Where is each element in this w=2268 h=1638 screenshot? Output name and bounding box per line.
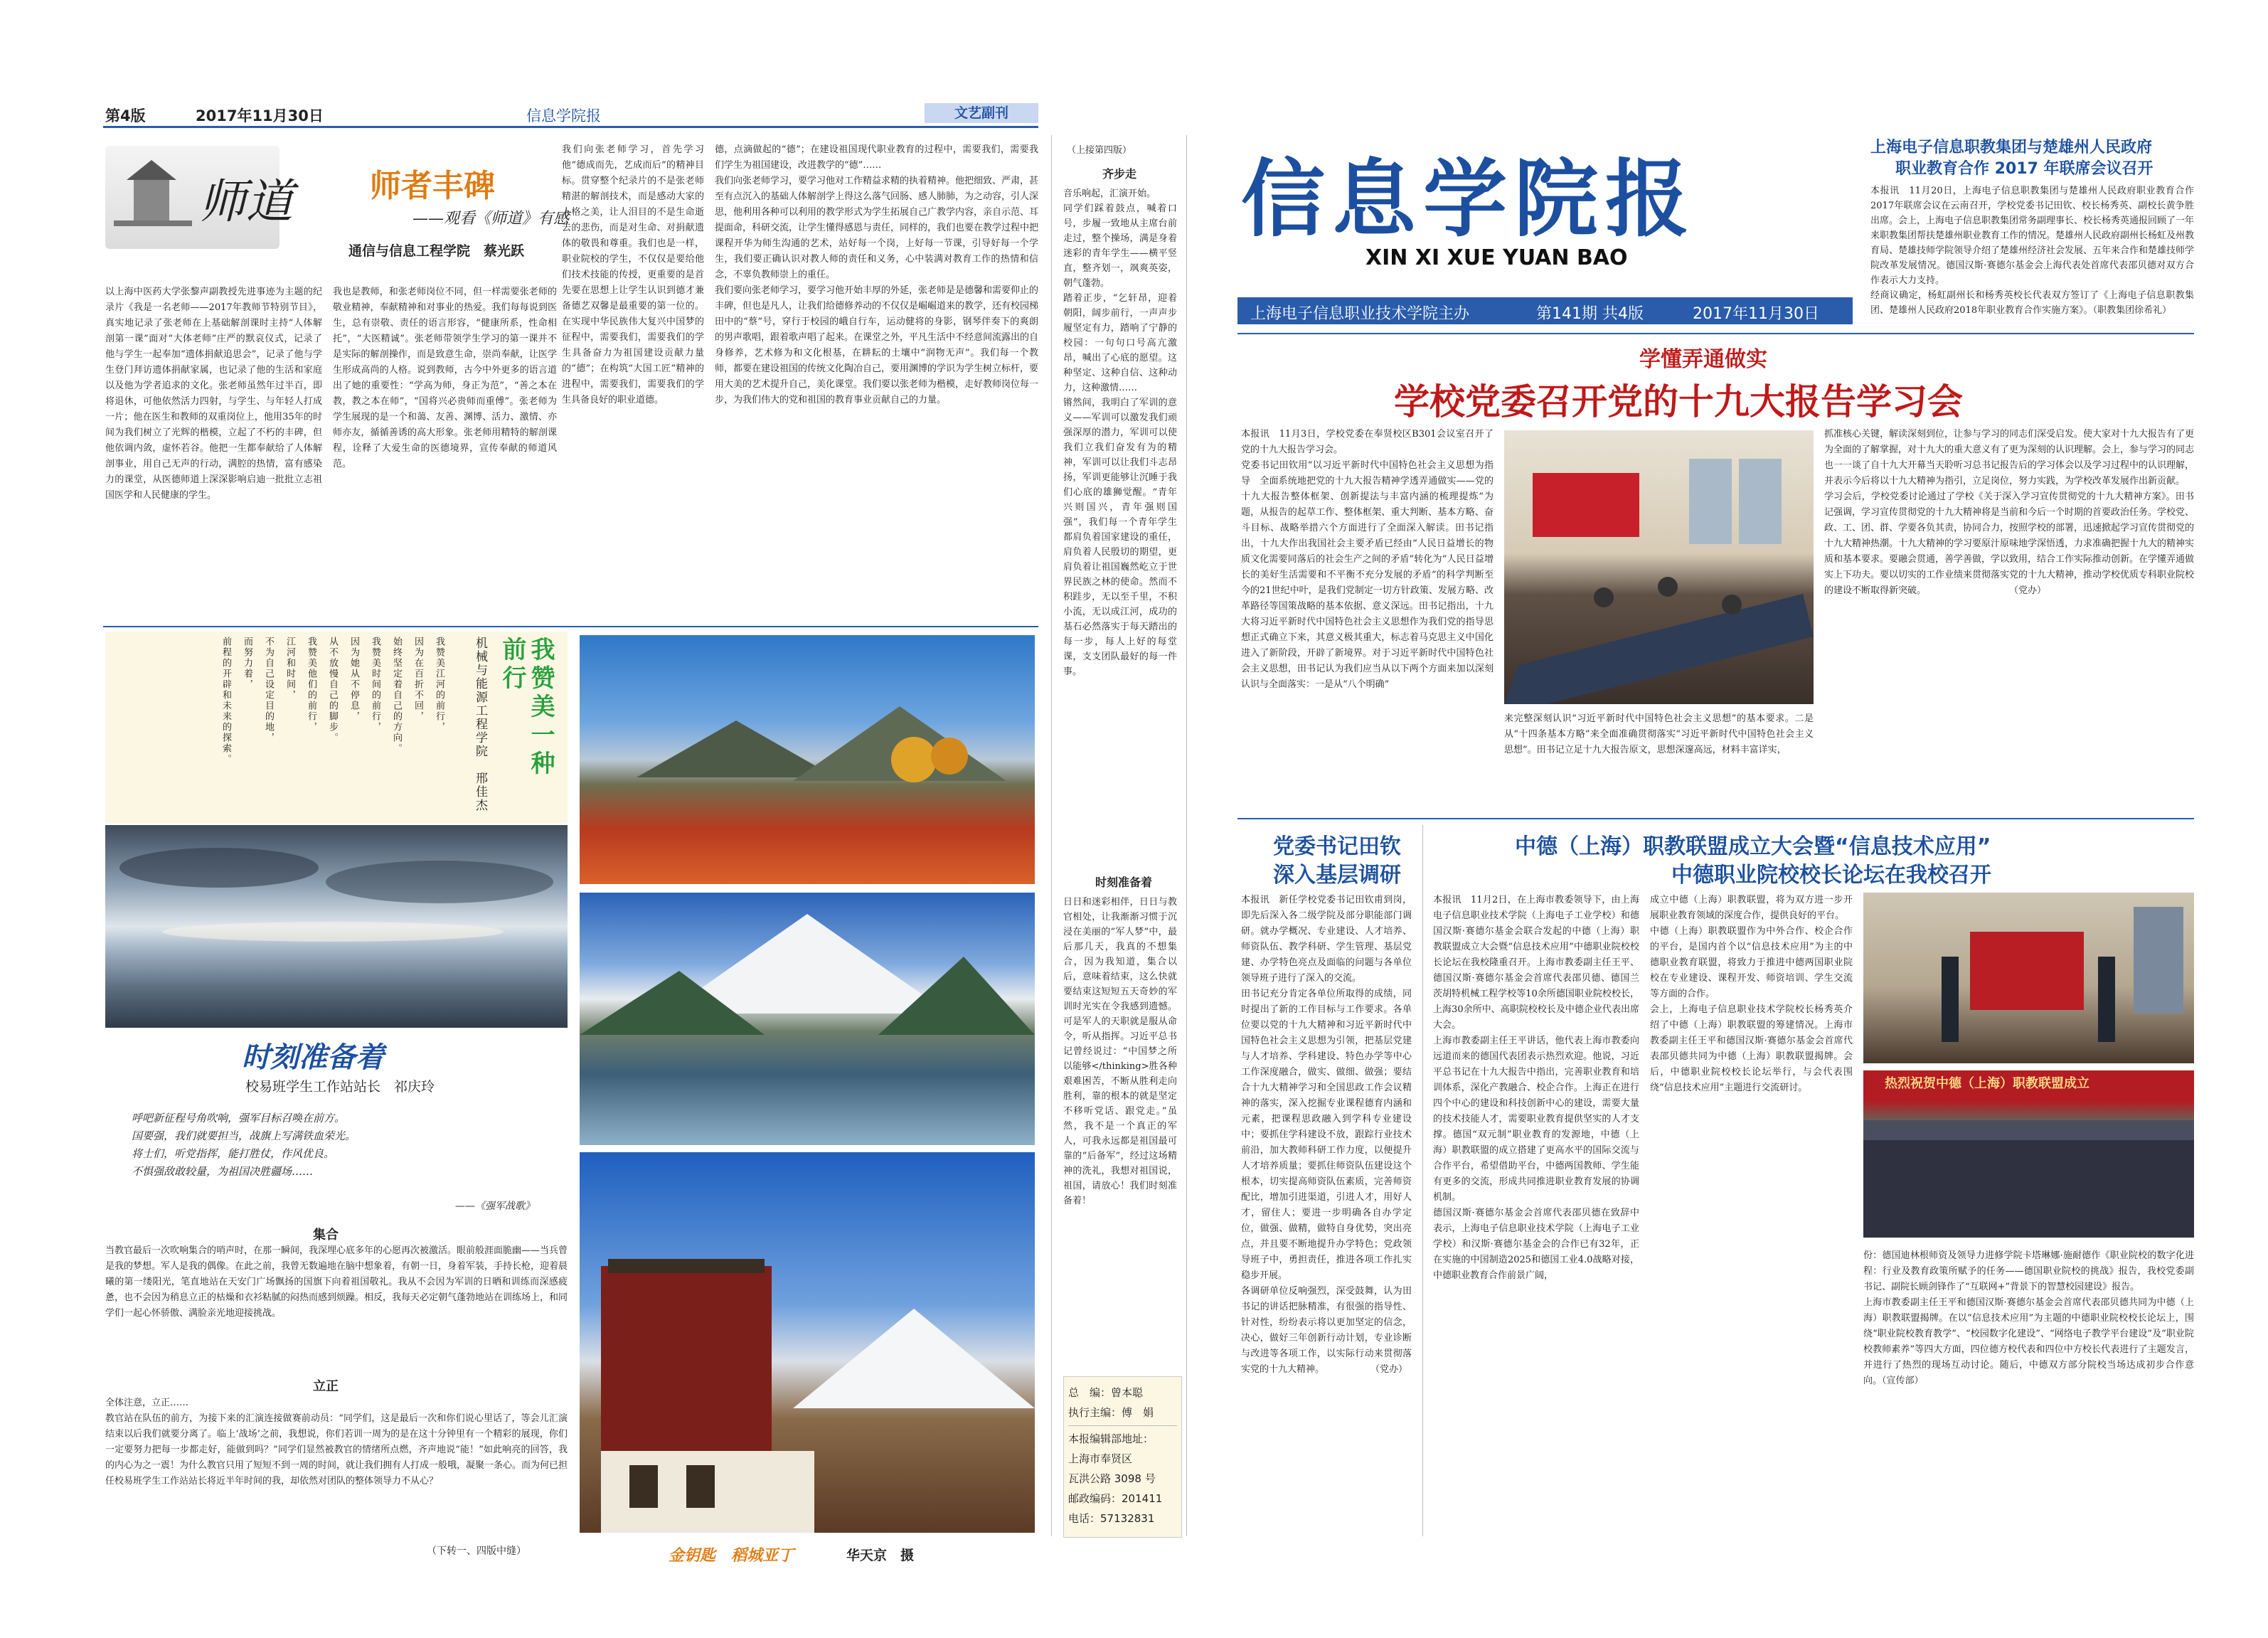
poem-line: 而努力着， (242, 637, 252, 690)
poem-line: 我赞美时间的前行， (370, 637, 380, 733)
continued-note: （下转一、四版中缝） (427, 1546, 526, 1557)
poem-line: 我赞美江河的前行， (434, 637, 444, 733)
tianqin-title2: 深入基层调研 (1273, 863, 1401, 888)
article1-col3: 我们向张老师学习，首先学习他“德成而先，艺成而后”的精神目标。贯穿整个纪录片的不是张老师精湛的解剖技术，而是感动大家的人格之美，让人泪目的不是生命逝去的悲伤，而是对生命、对捐献遗体的敬畏和尊重。我们也是一样，职业院校的学生，不仅仅是要给他们技术技能的传授，更重要的是首先要在思想上让学生认识到德才兼备德艺双馨是最重要的第一位的。在实现中华民族伟大复兴中国梦的征程中，需要我们，需要我们的学生具备奋力为祖国建设贡献力量的“德”；在构筑“大国工匠”精神的进程中，需要我们，需要我们的学生具备良好的职业道德。 (562, 144, 704, 405)
photo-caption-title: 金钥匙 稻城亚丁 (669, 1547, 794, 1565)
landscape-photo-1 (580, 635, 1035, 884)
poem-title: 我赞美一种前行 (498, 637, 555, 779)
masthead-banner (1237, 297, 1853, 324)
sino-title2: 中德职业院校校长论坛在我校召开 (1671, 863, 1991, 888)
article2-byline: 校易班学生工作站站长 祁庆玲 (245, 1079, 435, 1095)
column-divider (1051, 135, 1052, 1536)
article2-para1: 当教官最后一次吹响集合的哨声时，在那一瞬间，我深埋心底多年的心愿再次被激活。眼前般涯面脆幽——当兵曾是我的梦想。军人是我的偶像。在此之前，我曾无数遍地在脑中想象着，有朝一日，身着军装，手持长枪，迎着晨曦的第一缕阳光，笔直地站在天安门广场飘扬的国旗下向着祖国敬礼。我从不会因为军训的日晒和训练而深感疲惫，也不会因为稍息立正的枯燥和衣衫粘腻的闷热而感到烦躁。相反，我每天必定朝气蓬勃地站在训练场上，和同学们一起心怀骄傲、满脸亲光地迎接挑战。 (105, 1245, 568, 1319)
editor-label: 总 编： (1068, 1386, 1112, 1399)
poem-lines (142, 637, 448, 818)
sino-body-col1: 本报讯 11月2日，在上海市教委领导下，由上海电子信息职业技术学院（上海电子工业学校）和德国汉斯·赛德尔基金会联合发起的中德（上海）职教联盟成立大会暨“信息技术应用”中德职业院校校长论坛在我校隆重召开。上海市教委副主任王平、德国汉斯·赛德尔基金会首席代表邵贝德、德国兰茨胡特机械工程学校等10余所德国职业院校校长，上海30余所中、高职院校校长及中德企业代表出席大会。 上海市教委副主任王平讲话，他代表上海市教委向远道而来的德国代表团表示热烈欢迎。他说，习近平总书记在十九大报告中指出，完善职业教育和培训体系，深化产教融合、校企合作。上海正在进行四个中心的建设和科技创新中心的建设，需要大量的技术技能人才，需要职业教育提供坚实的人才支撑。德国“双元制”职业教育的发源地，中德（上海）职教联盟的成立搭建了更高水平的国际交流与合作平台，希望借助平台，中德两国教师、学生能有更多的交流，形成共同推进职业教育发展的协调机制。 德国汉斯·赛德尔基金会首席代表邵贝德在致辞中表示，上海电子信息职业技术学院（上海电子工业学校）和汉斯·赛德尔基金会的合作已有32年，正在实施的中国制造2025和德国工业4.0战略对接，中德职业教育合作前景广阔， (1433, 895, 1639, 1281)
group-photo (1863, 1070, 2194, 1238)
issue-date: 2017年11月30日 (196, 107, 324, 124)
page-number: 第4版 (105, 107, 146, 124)
banner-date: 2017年11月30日 (1693, 305, 1819, 323)
article1-byline: 通信与信息工程学院 蔡光跃 (348, 243, 525, 259)
article2-para2: 全体注意，立正…… 教官站在队伍的前方，为接下来的汇演连接做赛前动员：“同学们，这是最后一次和你们说心里话了，等会儿汇演结束以后我们就要分离了。临上‘战场’之前，我想说，你们若训一周为的是在这十分钟里有一个精彩的展现，你们一定要努力把每一步都走好，能做到吗？”同学们显然被教官的情绪所点燃，齐声地说“能！”如此响亮的回答，我的内心为之一震！为什么教官只用了短短不到一周的时间，就让我们拥有人打成一般哦，凝聚一条心。而为何已担任校易班学生工作站站长将近半年时间的我，却依然对团队的整体领导力不从心？ (105, 1398, 568, 1487)
article2-epigraph-source: ——《强军战歌》 (455, 1201, 535, 1212)
middle-note: （上接第四版） (1067, 145, 1132, 156)
tianqin-body: 本报讯 新任学校党委书记田钦甫到岗，即先后深入各二级学院及部分职能部门调研。就办学概况、专业建设、人才培养、师资队伍、教学科研、学生管理、基层党建、办学特色亮点及面临的问题与各单位领导班子进行了深入的交流。 田书记充分肯定各单位所取得的成绩，同时提出了新的工作目标与工作要求。各单位要以党的十九大精神和习近平新时代中国特色社会主义思想为引领，把基层党建与人才培养、学科建设、特色办学等中心工作深度融合，做实、做细、做强；要结合十九大精神学习和全国思政工作会议精神的落实，深入挖掘专业课程德育内涵和元素，把课程思政融入到学科专业建设中；要抓住学科建设不放，跟踪行业技术前沿，加大教师科研工作力度，以便提升人才培养质量；要抓住师资队伍建设这个根本，切实提高师资队伍素质，完善师资配比，增加引进渠道，引进人才，用好人才，留住人；要进一步明确各自办学定位，做强、做精，做特自身优势，突出亮点，并且要不断地提升办学特色；党政领导班子中，勇担责任，推进各项工作扎实稳步开展。 各调研单位反响强烈，深受鼓舞，认为田书记的讲话把脉精准，有很强的指导性、针对性，纷纷表示将以更加坚定的信念，决心，做好三年创新行动计划，专业诊断与改进等各项工作，以实际行动来贯彻落实党的十九大精神。 （党办） (1241, 895, 1412, 1375)
page-divider (1186, 135, 1187, 1536)
lead-meeting-photo (1504, 430, 1814, 704)
article2-sub2: 立正 (313, 1379, 339, 1394)
article2-title: 时刻准备着 (242, 1041, 384, 1074)
poem-line: 我赞美他们的前行， (306, 637, 316, 733)
article1-subtitle: ——观看《师道》有感 (412, 210, 570, 228)
middle-title1: 齐步走 (1102, 167, 1137, 181)
article2-sub1: 集合 (313, 1228, 339, 1243)
middle-text2: 日日和迷彩相伴，日日与教官相处，让我渐渐习惯于沉浸在美丽的“军人梦”中，最后那几天，我真的不想集合，因为我知道，集合以后，意味着结束，这么快就要结束这短短五天奇妙的军训时光实在令我感到遗憾。可是军人的天职就是服从命令，听从指挥。习近平总书记曾经说过：“中国梦之所以能够</thinking>胜各种艰难困苦，不断从胜利走向胜利，靠的根本的就是坚定不移听党话、跟党走。”虽然，我不是一个真正的军人，可我永远都是祖国最可靠的“后备军”，经过这场精神的洗礼，我想对祖国说，祖国，请放心！我们时刻准备着！ (1063, 897, 1177, 1206)
header-rule (103, 126, 1038, 128)
zip-value: 201411 (1122, 1492, 1163, 1505)
poem-line: 江河和时间， (284, 637, 295, 701)
sea-sunset-image (105, 825, 568, 1028)
address-line1: 上海市奉贤区 (1068, 1452, 1133, 1465)
article1-col2: 我也是教师，和张老师岗位不同，但一样需要张老师的敬业精神，奉献精神和对事业的热爱。我们每每说到医生，总有崇敬、责任的语言形容，“健康所系，性命相托”，“大医精诚”。张老师带领学生学习的第一课并不是实际的解剖操作，而是致意生命，崇尚奉献，让医学生形成高尚的人格。说到教师，古今中外更多的语言道出了她的重要性：“学高为师，身正为范”，“善之本在教，教之本在师”，“国将兴必贵师而重傅”。张老师为学生展现的是一个和蔼、友善、渊博、活力、激情、亦师亦友，循循善诱的高大形象。张老师用精特的解剖课程，诠释了大爱生命的医德境界，宣传奉献的师道风范。 (333, 287, 557, 469)
credits-box (1063, 1376, 1182, 1538)
lead-body-right: 抓准核心关键，解读深刻到位，让参与学习的同志们深受启发。使大家对十九大报告有了更为全面的了解掌握，对十九大的重大意义有了更为深刻的认识理解。会上，参与学习的同志也一一谈了自十九大开幕当天聆听习总书记报告后的学习体会以及学习过程中的认识理解，并表示今后将以十九大精神为指引，立足岗位，努力实践，为学校改革发展作出新贡献。 学习会后，学校党委讨论通过了学校《关于深入学习宣传贯彻党的十九大精神方案》。田书记强调，学习宣传贯彻党的十九大精神将是当前和今后一个时期的首要政治任务。学校党、政、工、团、群、学要各负其责，协同合力，按照学校的部署，迅速掀起学习宣传贯彻党的十九大精神热潮。十九大精神的学习要原汁原味地学深悟透，力求准确把握十九大的精神实质和基本要求。要融会贯通，善学善做，学以致用，结合工作实际推动创新。在学懂弄通做实上下功夫。要以切实的工作业绩来贯彻落实党的十九大精神，推动学校优质专科职业院校的建设不断取得新突破。 （党办） (1824, 429, 2194, 596)
column-divider (1422, 825, 1423, 1536)
poem-line: 从不放慢自己的脚步。 (327, 637, 338, 743)
landscape-photo-3 (580, 1152, 1035, 1533)
poem-line: 不为自己设定目的地， (263, 637, 274, 743)
section-tag: 文艺副刊 (925, 103, 1038, 123)
paper-name: 信息学院报 (526, 107, 601, 124)
lead-top-rule (1237, 333, 2194, 334)
sino-body-col3: 份：德国迪林根师资及领导力进修学院卡塔琳娜·施耐德作《职业院校的数字化进程：行业及教育政策所赋予的任务——德国职业院校的挑战》报告，我校党委副书记、副院长顾剑锋作了“互联网+”背景下的智慧校园建设》报告。 上海市教委副主任王平和德国汉斯·赛德尔基金会首席代表邵贝德共同为中德（上海）职教联盟揭牌。在以“信息技术应用”为主题的中德职业院校校长论坛上，围绕“职业院校教育教学”、“校园数字化建设”、“网络电子教学平台建设”及“职业院校教师素养”等四大方面，四位德方校代表和四位中方校长代表进行了主题发言，并进行了热烈的现场互动讨论。随后，中德双方部分院校当场达成初步合作意向。（宣传部） (1863, 1250, 2194, 1386)
unveiling-photo (1863, 893, 2194, 1063)
masthead-title: 信息学院报 (1241, 149, 1697, 248)
top-news-title1: 上海电子信息职教集团与楚雄州人民政府 (1870, 139, 2153, 156)
middle-text1: 音乐响起，汇演开始。 同学们踩着鼓点，喊着口号，步履一致地从主席台前走过，整个操场，满是身着迷彩的青年学生——横平竖直，整齐划一，飒爽英姿，朝气蓬勃。 踏着正步，“乞轩昂，迎着朝阳，阔步前行，一声声步履坚定有力，踏响了宁静的校园：一句句口号高亢激昂，喊出了心底的愿望。这种坚定、这种自信、这种动力，这种激情…… 锵然间，我明白了军训的意义——军训可以激发我们顽强深厚的潜力，军训可以使我们立我们奋发有为的精神，军训可以让我们斗志昂扬，军训更能够让沉睡于我们心底的雄狮觉醒。“青年兴则国兴，青年强则国强”，我们每一个青年学生都肩负着国家建设的重任，肩负着人民殷切的期望，更肩负着让祖国巍然屹立于世界民族之林的使命。然而不积跬步，无以至千里，不积小流，无以成江河，成功的基石必然落实于每天踏出的每一步，每人上好的每堂课，支支团队最好的每一件事。 (1063, 188, 1177, 677)
lead-body-below-photo: 来完整深刻认识“习近平新时代中国特色社会主义思想”的基本要求。二是从“十四条基本方略”来全面准确贯彻落实“习近平新时代中国特色社会主义思想”。田书记立足十九大报告原文，思想深邃高远，材料丰富详实， (1504, 713, 1814, 755)
address-line2: 瓦洪公路 3098 号 (1068, 1472, 1156, 1485)
masthead-pinyin: XIN XI XUE YUAN BAO (1365, 245, 1628, 270)
tel-value: 57132831 (1100, 1512, 1155, 1525)
tianqin-title1: 党委书记田钦 (1273, 834, 1401, 859)
landscape-photo-2 (580, 893, 1035, 1145)
article1-title: 师者丰碑 (370, 168, 495, 204)
lead-headline: 学校党委召开党的十九大报告学习会 (1394, 381, 1963, 422)
article1-col4: 德，点滴做起的“德”；在建设祖国现代职业教育的过程中，需要我们，需要我们学生为祖国建设，改进教学的“德”…… 我们向张老师学习，要学习他对工作精益求精的执着精神。他把细致、严肃，甚至有点沉入的基础人体解剖学上得这么落气回肠、感人肺肺，为之动容，引人深思，他利用各种可以利用的教学形式为学生拓展自己广教学内容，亲自示范、耳提面命，科研交流，让学生懂得感恩与责任，同样的，我们也要在教学过程中把课程开华为师生沟通的艺术，站好每一个岗，上好每一节课，引导好每一个学生，我们要正确认识对教人师的责任和义务，心中装满对教育工作的热情和信念，不辜负教师崇上的重任。 我们要向张老师学习，要学习他开始丰厚的外延，张老师是是德馨和需要仰止的丰碑，但也是凡人，让我们给德修养动的不仅仅是崛崛道来的教学，还有校园梯田中的“蔡”号，穿行于校园的峨自行车，运动健将的身影，钢琴伴奏下的爽朗的男声歌唱，跟着歌声唱了起来。在课堂之外，平凡生活中不经意间流露出的自身修养，艺术修为和文化根基，在耕耘的土壤中“润物无声”。我们每一个教师，都要在建设祖国的传统文化陶冶自己，要用渊博的学识为学生树立标杆，要用大美的艺术提升自己，美化课堂。我们要以张老师为楷模，走好教师岗位每一步，为我们伟大的党和祖国的教育事业贡献自己的力量。 (715, 144, 1038, 405)
poem-line: 始终坚定着自己的方向。 (391, 637, 402, 754)
article2-epigraph: 呼吧新征程号角吹响，强军目标召唤在前方。 国要强，我们就要担当，战旗上写满铁血荣光。 将士们，听党指挥，能打胜仗，作风优良。 不惧强敌敢较量，为祖国决胜疆场…… (132, 1112, 356, 1178)
top-news-body: 本报讯 11月20日，上海电子信息职教集团与楚雄州人民政府职业教育合作2017年联席会议在云南召开，学校党委书记田钦、校长杨秀英、副校长黄争胜出席。会上，上海电子信息职教集团常务副理事长、校长杨秀英通报回顾了一年来职教集团帮扶楚雄州职业教育工作的情况。楚雄州人民政府副州长杨虹及州教育局、楚雄技师学院领导介绍了楚雄州经济社会发展、五年来合作和楚雄技师学院改革发展情况。德国汉斯·赛德尔基金会上海代表处首席代表邵贝德对双方合作表示大力支持。 经商议确定，杨虹副州长和杨秀英校长代表双方签订了《上海电子信息职教集团、楚雄州人民政府2018年职业教育合作实施方案》。（职教集团徐希礼） (1870, 186, 2194, 316)
poem-line: 前程的开辟和未来的探索。 (220, 637, 231, 765)
sino-body-col2: 成立中德（上海）职教联盟，将为双方进一步开展职业教育领域的深度合作，提供良好的平台。 中德（上海）职教联盟作为中外合作、校企合作的平台，是国内首个以“信息技术应用”为主的中德职业教育联盟，将致力于推进中德两国职业院校在专业建设、课程开发、师资培训、学生交流等方面的合作。 会上，上海电子信息职业技术学院校长杨秀英介绍了中德（上海）职教联盟的筹建情况。上海市教委副主任王平和德国汉斯·赛德尔基金会首席代表邵贝德共同为中德（上海）职教联盟揭牌。会后，中德职业院校校长论坛举行，与会代表围绕“信息技术应用”主题进行交流研讨。 (1650, 895, 1853, 1093)
article1-col1: 以上海中医药大学张黎声副教授先进事迹为主题的纪录片《我是一名老师——2017年教师节特别节目》，真实地记录了张老师在上基础解剖课时主持“人体解剖第一课”面对“大体老师”庄严的默哀仪式，记录了他与学生一起奉加“遗体捐献追思会”，记录了他与学生登门拜访遗体捐献家属，也记录了他的生活和家庭以及他为学者追求的文化。张老师虽然年过半百，即将退休，可他依然活力四射，与学生、与年轻人打成一片；他在医生和教师的双重岗位上，他用35年的时间为我们树立了光辉的楷模，立起了不朽的丰碑，但他依调内敛，虚怀若谷。他把一生都奉献给了人体解剖事业，用自己无声的行动，满腔的热情，富有感染力的课堂，从医德师道上深深影响启迪一批批立志祖国医学和人民健康的学生。 (105, 287, 322, 501)
exec-label: 执行主编： (1068, 1406, 1122, 1419)
shidao-badge: 师道 (199, 174, 293, 229)
top-news-title2: 职业教育合作 2017 年联席会议召开 (1895, 160, 2153, 178)
editor-name: 曾本聪 (1111, 1386, 1144, 1399)
poem-line: 因为她从不停息， (348, 637, 359, 722)
poem-author: 机械与能源工程学院 邢佳杰 (473, 637, 487, 812)
group-photo-banner: 热烈祝贺中德（上海）职教联盟成立 (1885, 1076, 2089, 1091)
banner-issue: 第141期 共4版 (1536, 305, 1644, 323)
banner-host: 上海电子信息职业技术学院主办 (1250, 305, 1470, 323)
lead-bottom-rule (1237, 818, 2194, 819)
section-rule (103, 626, 1038, 627)
photo-caption-author: 华天京 摄 (846, 1548, 915, 1563)
lead-kicker: 学懂弄通做实 (1639, 347, 1767, 372)
middle-title2: 时刻准备着 (1095, 876, 1153, 889)
address-label: 本报编辑部地址： (1068, 1425, 1177, 1449)
poem-line: 因为在百折不回， (412, 637, 423, 722)
exec-name: 傅 娟 (1122, 1406, 1154, 1419)
sino-title1: 中德（上海）职教联盟成立大会暨“信息技术应用” (1515, 834, 1991, 859)
zip-label: 邮政编码： (1068, 1492, 1122, 1505)
tel-label: 电话： (1068, 1512, 1101, 1525)
lead-body-left: 本报讯 11月3日，学校党委在奉贤校区B301会议室召开了党的十九大报告学习会。 党委书记田钦用“以习近平新时代中国特色社会主义思想为指导 全面系统地把党的十九大报告精神学透弄通做实——党的十九大报告整体框架、创新提法与丰富内涵的梳理提炼”为题，从报告的起草工作、整体框架、重大判断、基本方略、奋斗目标、战略举措六个方面进行了全面深入解读。田书记指出，十九大作出我国社会主要矛盾已经由“人民日益增长的物质文化需要同落后的社会生产之间的矛盾”转化为“人民日益增长的美好生活需要和不平衡不充分发展的矛盾”的科学判断至今的21世纪中叶，是我们党制定一切方针政策、发展方略、改革路径等国策战略的基本依据、意义深远。田书记指出，十九大将习近平新时代中国特色社会主义思想作为我们党的指导思想正式确立下来，其意义极其重大，标志着马克思主义中国化进入了新阶段，开辟了新境界。对于习近平新时代中国特色社会主义思想，田书记认为我们应当从以下两个方面来加以深刻认识与全面落实：一是从“八个明确” (1241, 429, 1494, 690)
